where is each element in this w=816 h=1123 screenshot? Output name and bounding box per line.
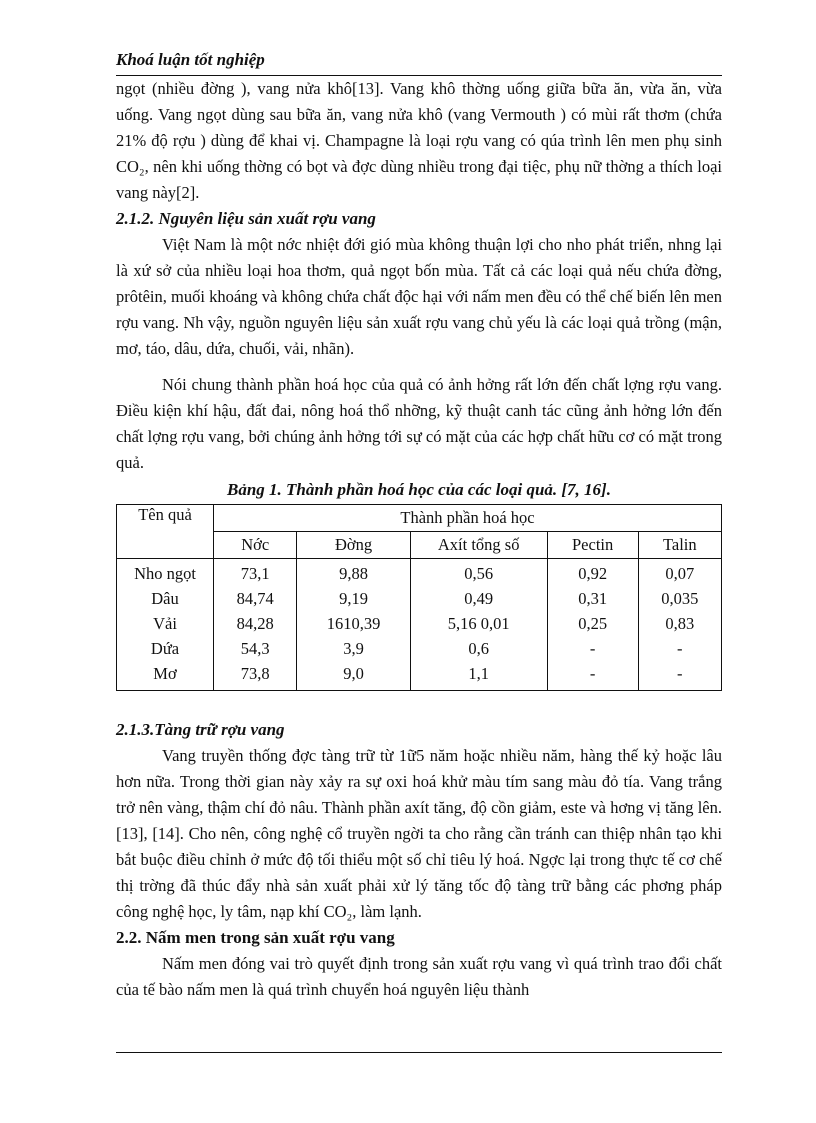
composition-table: [116, 504, 722, 691]
table-cell: 54,3: [214, 636, 297, 661]
table-cell: 1610,39: [297, 611, 410, 636]
table-cell: -: [638, 636, 721, 661]
column-header: Nớc: [214, 532, 297, 559]
table-row: [117, 586, 722, 611]
column-header: Axít tổng số: [410, 532, 547, 559]
table-cell: Mơ: [117, 661, 214, 691]
table-cell: Dâu: [117, 586, 214, 611]
table-cell: 0,92: [547, 559, 638, 587]
intro-paragraph: ngọt (nhiều đờng ), vang nửa khô[13]. Vang khô thờng uống giữa bữa ăn, vừa ăn, vừa uống. Vang ngọt dùng sau bữa ăn, vang nửa khô (vang Vermouth ) có mùi rất thơm (chứa 21% độ rợu ) dùng để khai vị. Champagne là loại rợu vang có qúa trình lên men phụ sinh CO₂, nên khi uống thờng có bọt và đợc dùng nhiều trong đại tiệc, phụ nữ thờng a thích loại vang này[2].: [116, 79, 722, 202]
section-heading-2-2: 2.2. Nấm men trong sản xuất rợu vang: [116, 928, 395, 947]
table-cell: -: [547, 661, 638, 691]
column-header-fruit: Tên quả: [117, 505, 214, 559]
page-header-title: Khoá luận tốt nghiệp: [116, 50, 265, 69]
paragraph: Nói chung thành phần hoá học của quả có ảnh hởng rất lớn đến chất lợng rợu vang. Điều kiện khí hậu, đất đai, nông hoá thổ nhỡng, kỹ thuật canh tác cũng ảnh hởng lớn đến chất lợng rợu vang, bởi chúng ảnh hởng tới sự có mặt của các hợp chất hữu cơ có mặt trong quả.: [116, 375, 722, 472]
column-header: Pectin: [547, 532, 638, 559]
section-heading-2-1-3: 2.1.3.Tàng trữ rợu vang: [116, 720, 285, 739]
paragraph: Việt Nam là một nớc nhiệt đới gió mùa không thuận lợi cho nho phát triển, nhng lại là xứ sở của nhiều loại hoa thơm, quả ngọt bốn mùa. Tất cả các loại quả nếu chứa đờng, prôtêin, muối khoáng và không chứa chất độc hại với nấm men đều có thể chế biến lên men rợu vang. Nh vậy, nguồn nguyên liệu sản xuất rợu vang chủ yếu là các loại quả trồng (mận, mơ, táo, dâu, dứa, chuối, vải, nhãn).: [116, 235, 722, 358]
footer-rule: [116, 1052, 722, 1053]
paragraph: Vang truyền thống đợc tàng trữ từ 1ữ5 năm hoặc nhiều năm, hàng thế kỷ hoặc lâu hơn nữa. Trong thời gian này xảy ra sự oxi hoá khử màu tím sang màu đỏ tía. Vang trắng trở nên vàng, thậm chí đỏ nâu. Thành phần axít tăng, độ cồn giảm, este và hơng vị tăng lên. [13], [14]. Cho nên, công nghệ cổ truyền ngời ta cho rằng cần tránh can thiệp nhân tạo khi bắt buộc điều chỉnh ở mức độ tối thiểu một số chỉ tiêu lý hoá. Ngợc lại trong thực tế cơ chế thị trờng đã thúc đẩy nhà sản xuất phải xử lý tăng tốc độ tàng trữ bằng các phơng pháp công nghệ học, ly tâm, nạp khí CO₂, làm lạnh.: [116, 746, 722, 921]
table-caption: Bảng 1. Thành phần hoá học của các loại quả. [7, 16].: [227, 480, 611, 499]
table-cell: 73,1: [214, 559, 297, 587]
table-cell: 0,56: [410, 559, 547, 587]
table-cell: 84,74: [214, 586, 297, 611]
table-cell: 9,0: [297, 661, 410, 691]
page-body: [116, 76, 722, 1003]
table-cell: 0,6: [410, 636, 547, 661]
table-cell: 84,28: [214, 611, 297, 636]
table-cell: 5,16 0,01: [410, 611, 547, 636]
table-cell: 0,07: [638, 559, 721, 587]
column-header: Talin: [638, 532, 721, 559]
table-cell: 0,49: [410, 586, 547, 611]
table-row: [117, 559, 722, 587]
table-cell: 1,1: [410, 661, 547, 691]
table-cell: -: [547, 636, 638, 661]
table-cell: 0,31: [547, 586, 638, 611]
table-cell: Dứa: [117, 636, 214, 661]
table-cell: 0,035: [638, 586, 721, 611]
table-row: [117, 611, 722, 636]
table-cell: 3,9: [297, 636, 410, 661]
section-heading-2-1-2: 2.1.2. Nguyên liệu sản xuất rợu vang: [116, 209, 376, 228]
spacer: [116, 691, 722, 717]
table-cell: 9,88: [297, 559, 410, 587]
table-cell: 0,83: [638, 611, 721, 636]
table-cell: 73,8: [214, 661, 297, 691]
column-group-header: Thành phần hoá học: [214, 505, 722, 532]
table-row: [117, 636, 722, 661]
table-cell: Nho ngọt: [117, 559, 214, 587]
paragraph: Nấm men đóng vai trò quyết định trong sản xuất rợu vang vì quá trình trao đổi chất của tế bào nấm men là quá trình chuyển hoá nguyên liệu thành: [116, 954, 722, 999]
table-cell: 0,25: [547, 611, 638, 636]
column-header: Đờng: [297, 532, 410, 559]
table-cell: 9,19: [297, 586, 410, 611]
table-cell: -: [638, 661, 721, 691]
table-row: [117, 661, 722, 691]
table-cell: Vải: [117, 611, 214, 636]
